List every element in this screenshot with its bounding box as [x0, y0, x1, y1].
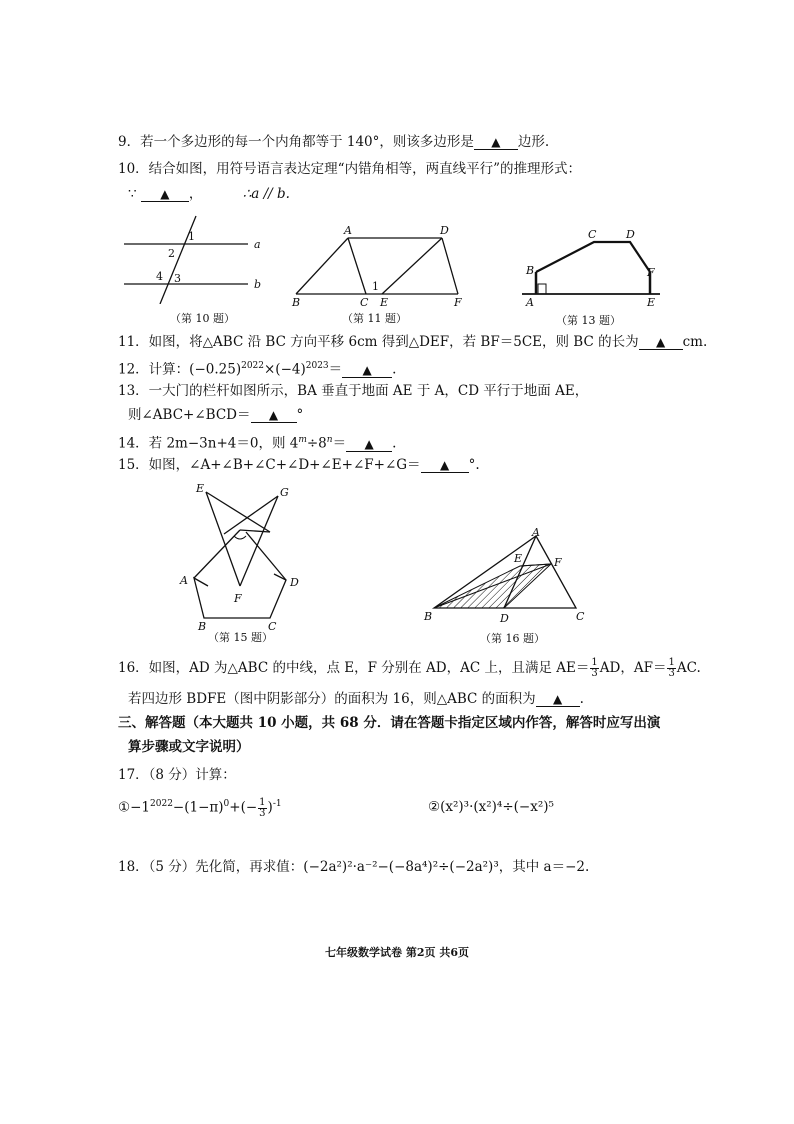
- figure-11-caption: （第 11 题）: [342, 312, 407, 325]
- question-10: 10．结合如图，用符号语言表达定理“内错角相等，两直线平行”的推理形式：: [118, 161, 581, 177]
- svg-text:B: B: [424, 610, 433, 623]
- svg-text:F: F: [554, 556, 562, 569]
- svg-text:1: 1: [188, 230, 195, 243]
- figure-10-caption: （第 10 题）: [170, 312, 235, 325]
- svg-text:C: C: [576, 610, 585, 623]
- question-11: 11．如图，将△ABC 沿 BC 方向平移 6cm 得到△DEF，若 BF＝5CE，则 BC 的长为 ▲ cm.: [118, 334, 708, 350]
- figure-16: [420, 528, 600, 646]
- answer-blank[interactable]: ▲: [421, 458, 469, 473]
- svg-text:A: A: [532, 528, 540, 539]
- svg-text:B: B: [292, 296, 301, 308]
- svg-text:E: E: [647, 296, 656, 309]
- figure-11: [288, 224, 478, 328]
- figure-13: [514, 228, 664, 328]
- fraction: $\frac{1}{3}$: [259, 796, 266, 819]
- question-9: 9．若一个多边形的每一个内角都等于 140°，则该多边形是 ▲ 边形.: [118, 134, 550, 150]
- figure-10: [118, 212, 278, 327]
- figure-10-diagram: [118, 212, 278, 304]
- svg-text:F: F: [234, 592, 242, 605]
- figure-15-caption: （第 15 题）: [208, 631, 273, 644]
- answer-blank[interactable]: ▲: [639, 335, 683, 350]
- line-b-label: b: [254, 278, 262, 291]
- svg-text:A: A: [526, 296, 534, 309]
- svg-text:A: A: [344, 224, 352, 237]
- figure-16-diagram: [420, 528, 600, 628]
- svg-text:F: F: [647, 266, 655, 279]
- svg-text:D: D: [500, 612, 509, 625]
- svg-text:F: F: [454, 296, 462, 308]
- question-10-reasoning: ∵ ▲ ， ∴a // b.: [128, 186, 290, 202]
- fraction: $\frac{1}{3}$: [668, 657, 675, 679]
- question-12: 12．计算：$(-0.25)^{2022}\times(-4)^{2023}=$ ▲ .: [118, 361, 397, 378]
- page-footer: 七年级数学试卷 第2页 共6页: [325, 946, 469, 959]
- answer-blank[interactable]: ▲: [474, 135, 518, 150]
- question-17: 17．（8 分）计算：: [118, 767, 236, 783]
- svg-text:C: C: [268, 620, 277, 632]
- svg-text:E: E: [380, 296, 389, 308]
- question-13-line2: 则∠ABC+∠BCD＝ ▲ °: [128, 407, 304, 423]
- svg-text:A: A: [180, 574, 188, 587]
- svg-text:4: 4: [156, 270, 163, 283]
- section-3-heading: 三、解答题（本大题共 10 小题，共 68 分．请在答题卡指定区域内作答，解答时应写出演: [118, 715, 661, 731]
- question-14: 14．若 2m−3n+4＝0，则 $4^m\div 8^n=$ ▲ .: [118, 435, 397, 452]
- figure-16-caption: （第 16 题）: [480, 632, 545, 645]
- section-3-heading-line2: 算步骤或文字说明）: [128, 739, 250, 755]
- answer-blank[interactable]: ▲: [346, 437, 392, 452]
- svg-text:E: E: [196, 482, 205, 495]
- figure-11-diagram: [288, 224, 478, 308]
- answer-blank[interactable]: ▲: [141, 187, 189, 202]
- svg-text:2: 2: [168, 247, 175, 260]
- line-a-label: a: [254, 238, 261, 251]
- question-17-part-1: $①-1^{2022}-(1-\pi)^0+(-$ $\frac{1}{3}$ )$^{-1}$: [118, 796, 282, 819]
- svg-text:C: C: [360, 296, 369, 308]
- svg-text:D: D: [290, 576, 299, 589]
- svg-text:D: D: [440, 224, 449, 237]
- question-17-part-2: ②(x²)³·(x²)⁴÷(−x²)⁵: [428, 799, 554, 815]
- question-18: 18．（5 分）先化简，再求值：(−2a²)²·a⁻²−(−8a⁴)²÷(−2a²)³，其中 a＝−2.: [118, 859, 590, 875]
- figure-15-diagram: [178, 482, 318, 632]
- question-13: 13．一大门的栏杆如图所示，BA 垂直于地面 AE 于 A，CD 平行于地面 AE，: [118, 383, 589, 399]
- figure-15: [178, 482, 318, 644]
- answer-blank[interactable]: ▲: [536, 692, 580, 707]
- answer-blank[interactable]: ▲: [342, 363, 392, 378]
- question-16: 16．如图，AD 为△ABC 的中线，点 E，F 分别在 AD，AC 上，且满足 AE＝ $\frac{1}{3}$ AD，AF＝ $\frac{1}{3}$ AC.: [118, 657, 701, 679]
- svg-text:C: C: [588, 228, 597, 241]
- answer-blank[interactable]: ▲: [251, 408, 297, 423]
- svg-text:D: D: [626, 228, 635, 241]
- svg-text:B: B: [198, 620, 207, 632]
- figure-13-caption: （第 13 题）: [556, 314, 621, 327]
- svg-text:3: 3: [174, 272, 181, 285]
- svg-text:B: B: [526, 264, 535, 277]
- svg-text:E: E: [514, 552, 523, 565]
- svg-text:G: G: [280, 486, 289, 499]
- question-16-line2: 若四边形 BDFE（图中阴影部分）的面积为 16，则△ABC 的面积为 ▲ .: [128, 691, 584, 707]
- question-15: 15．如图，∠A+∠B+∠C+∠D+∠E+∠F+∠G＝ ▲ °.: [118, 457, 480, 473]
- fraction: $\frac{1}{3}$: [591, 657, 598, 679]
- figure-13-diagram: [514, 228, 664, 310]
- svg-text:1: 1: [372, 280, 379, 293]
